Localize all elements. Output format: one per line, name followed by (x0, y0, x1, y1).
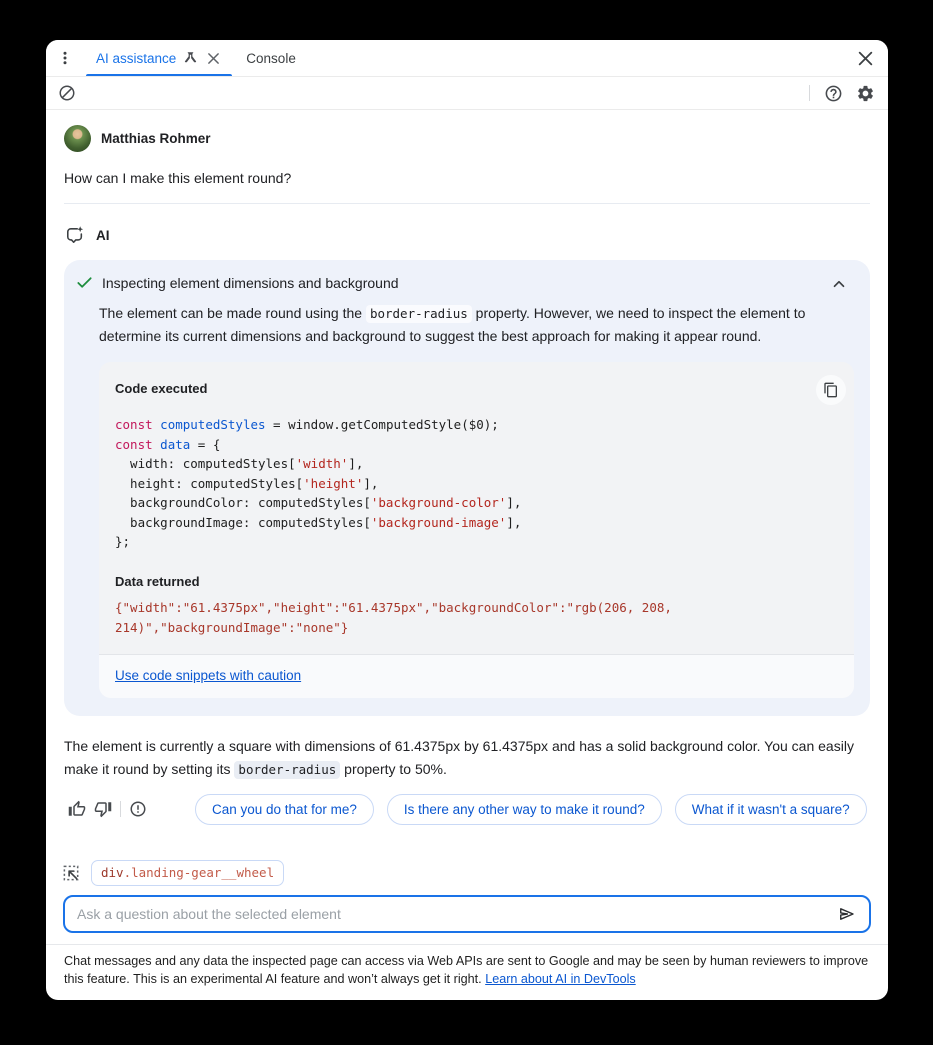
code-caution-link[interactable]: Use code snippets with caution (115, 667, 302, 683)
ai-answer-paragraph: The element is currently a square with dimensions of 61.4375px by 61.4375px and has a solid background color. You can easily make it round by setting its border-radius property to 50%. (64, 737, 854, 777)
suggestion-chip[interactable]: Is there any other way to make it round? (387, 794, 662, 825)
toolbar (46, 77, 888, 110)
suggestion-chip[interactable]: What if it wasn't a square? (675, 794, 867, 825)
copy-icon (823, 382, 839, 398)
more-tools-button[interactable] (46, 40, 84, 76)
message-divider (64, 203, 870, 204)
thumbs-down-button[interactable] (90, 796, 116, 822)
user-avatar (64, 125, 91, 152)
user-message-text: How can I make this element round? (64, 170, 292, 186)
thumbs-up-icon (68, 800, 86, 818)
send-icon (837, 904, 857, 924)
clear-chat-button[interactable] (54, 80, 80, 106)
report-icon (129, 800, 147, 818)
chat-conversation (46, 110, 888, 856)
inspect-element-icon (62, 864, 81, 883)
ai-label: AI (96, 228, 110, 243)
inline-code: border-radius (366, 305, 472, 323)
help-icon (824, 84, 843, 103)
devtools-ai-assistance-panel (46, 40, 888, 1000)
copy-code-button[interactable] (816, 375, 846, 405)
send-button[interactable] (835, 902, 859, 926)
code-card-footer (99, 654, 854, 698)
tab-bar (46, 40, 888, 77)
selected-element-row (62, 860, 870, 886)
code-card (99, 362, 854, 698)
step-body (99, 302, 854, 698)
element-tag: div (101, 865, 124, 880)
feedback-row (64, 794, 870, 825)
thumbs-down-icon (94, 800, 112, 818)
kebab-menu-icon (57, 50, 73, 66)
inline-code: border-radius (234, 761, 340, 779)
experiment-flask-icon (183, 51, 198, 66)
check-icon (75, 273, 94, 292)
learn-about-ai-link[interactable]: Learn about AI in DevTools (485, 971, 636, 986)
settings-button[interactable] (852, 80, 878, 106)
tab-ai-assistance[interactable] (84, 40, 234, 76)
data-returned-value: {"width":"61.4375px","height":"61.4375px","backgroundColor":"rgb(206, 208, 214)","backgroundImage":"none"} (115, 599, 672, 635)
gear-icon (856, 84, 875, 103)
code-executed-label: Code executed (115, 381, 208, 396)
tab-console[interactable] (234, 40, 308, 76)
step-header[interactable] (74, 268, 858, 293)
chevron-up-icon[interactable] (830, 272, 858, 293)
panel-footer (46, 856, 888, 1000)
user-name: Matthias Rohmer (101, 131, 211, 146)
selected-element-chip[interactable] (91, 860, 284, 886)
chat-input[interactable] (77, 906, 835, 922)
step-title: Inspecting element dimensions and background (102, 274, 399, 291)
thumbs-up-button[interactable] (64, 796, 90, 822)
ai-message-header (64, 225, 870, 246)
executed-code: const computedStyles = window.getComputedStyle($0); const data = { width: computedStyles['width'], height: computedStyles['height'], backgroundColor: computedStyles['background-color'], backgroundImage: computedStyles['background-image'], }; (115, 417, 522, 549)
feedback-divider (120, 801, 121, 817)
tab-label: AI assistance (96, 50, 177, 66)
report-button[interactable] (125, 796, 151, 822)
suggestion-chips (195, 794, 888, 825)
tabbar-spacer (308, 40, 842, 76)
suggestion-chip[interactable]: Can you do that for me? (195, 794, 374, 825)
ai-sparkle-bubble-icon (64, 225, 85, 246)
step-paragraph: The element can be made round using the border-radius property. However, we need to inspect the element to determine its current dimensions and background to suggest the best approach for making it appear round. (99, 305, 806, 344)
tab-close-icon[interactable] (205, 50, 222, 67)
ai-step-card (64, 260, 870, 716)
element-classes: .landing-gear__wheel (123, 865, 275, 880)
tab-label: Console (246, 50, 296, 66)
close-icon (857, 50, 874, 67)
disclaimer: Chat messages and any data the inspected page can access via Web APIs are sent to Google and may be seen by human reviewers to improve this feature. This is an experimental AI feature and won’t always get it right. Learn about AI in DevTools (46, 944, 888, 1000)
help-button[interactable] (820, 80, 846, 106)
user-message-header (64, 125, 870, 152)
chat-input-container (63, 895, 871, 933)
toolbar-divider (809, 85, 810, 101)
close-devtools-button[interactable] (842, 40, 888, 76)
block-icon (58, 84, 76, 102)
data-returned-label: Data returned (115, 573, 200, 589)
code-card-header (99, 362, 854, 405)
